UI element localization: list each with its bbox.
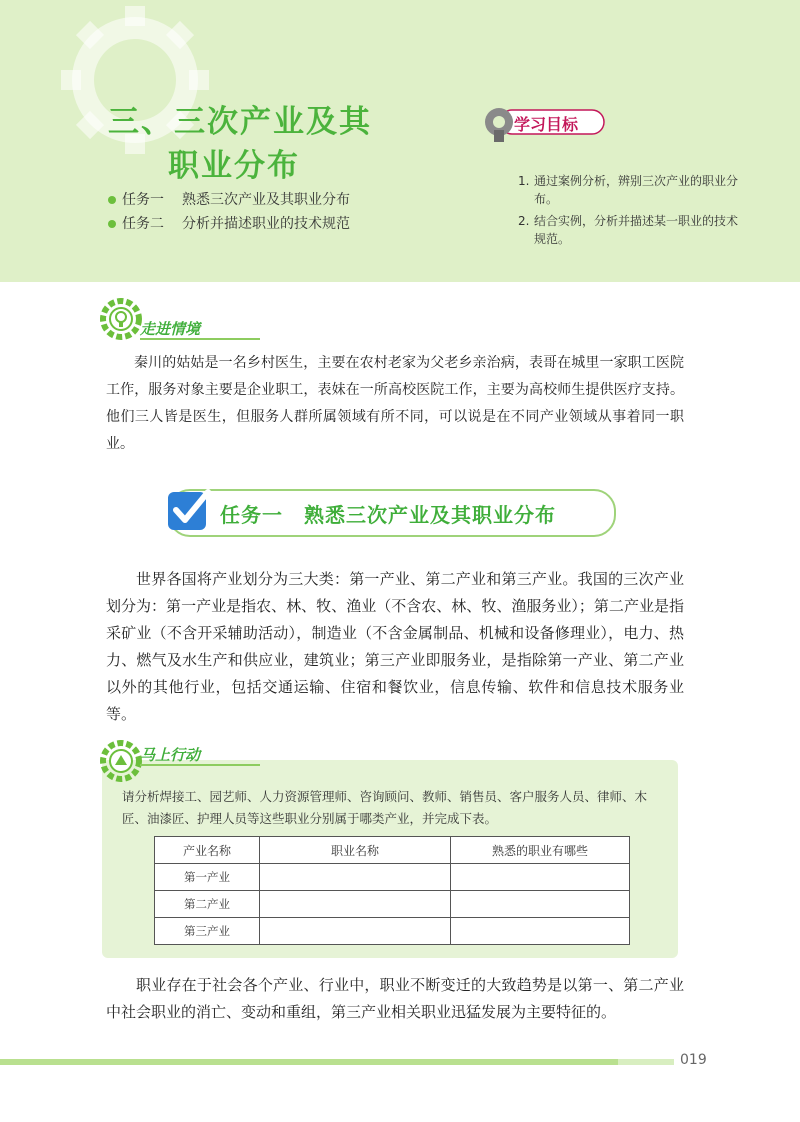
goal-item: [518, 212, 748, 248]
table-header-row: [155, 837, 630, 864]
goal-item: [518, 172, 748, 208]
task-list: [108, 188, 350, 236]
task-num: 任务二: [122, 216, 164, 232]
bullet-icon: [108, 196, 116, 204]
row-header: 第二产业: [155, 891, 260, 918]
footer-bar: [618, 1059, 674, 1065]
answer-cell[interactable]: [260, 864, 451, 891]
title-line-2: 职业分布: [168, 148, 300, 184]
goal-num: 1.: [518, 174, 530, 188]
row-header: 第三产业: [155, 918, 260, 945]
page-number: 019: [680, 1052, 707, 1068]
bullet-icon: [108, 220, 116, 228]
task-text: 分析并描述职业的技术规范: [182, 216, 350, 232]
goal-text: 通过案例分析，辨别三次产业的职业分布。: [534, 174, 739, 206]
learning-goals-list: [518, 172, 748, 252]
task1-banner-text: 任务一 熟悉三次产业及其职业分布: [220, 503, 556, 527]
task-item: [108, 188, 350, 212]
checkmark-icon: [164, 484, 216, 536]
row-header: 第一产业: [155, 864, 260, 891]
table-row: [155, 918, 630, 945]
section-divider: [140, 338, 260, 340]
task-num: 任务一: [122, 192, 164, 208]
intro-label: 走进情境: [140, 320, 201, 338]
task1-banner: [168, 489, 616, 537]
lightbulb-gear-icon: [98, 296, 144, 342]
table-row: [155, 891, 630, 918]
goal-num: 2.: [518, 214, 530, 228]
task1-paragraph: 世界各国将产业划分为三大类：第一产业、第二产业和第三产业。我国的三次产业划分为：第一产业是指农、林、牧、渔业（不含农、林、牧、渔服务业）；第二产业是指采矿业（不含开采辅助活动），制造业（不含金属制品、机械和设备修理业），电力、热力、燃气及水生产和供应业，建筑业；第三产业即服务业，是指除第一产业、第二产业以外的其他行业，包括交通运输、住宿和餐饮业，信息传输、软件和信息技术服务业等。: [106, 570, 684, 723]
gear-person-icon: [485, 108, 513, 142]
industry-table: [154, 836, 630, 945]
col-header: 职业名称: [260, 837, 451, 864]
closing-paragraph: 职业存在于社会各个产业、行业中，职业不断变迁的大致趋势是以第一、第二产业中社会职业的消亡、变动和重组，第三产业相关职业迅猛发展为主要特征的。: [106, 976, 684, 1021]
col-header: 产业名称: [155, 837, 260, 864]
answer-cell[interactable]: [260, 918, 451, 945]
table-row: [155, 864, 630, 891]
answer-cell[interactable]: [451, 918, 630, 945]
intro-paragraph: 秦川的姑姑是一名乡村医生，主要在农村老家为父老乡亲治病，表哥在城里一家职工医院工作，服务对象主要是企业职工，表妹在一所高校医院工作，主要为高校师生提供医疗支持。他们三人皆是医生，但服务人群所属领域有所不同，可以说是在不同产业领域从事着同一职业。: [106, 355, 684, 452]
col-header: 熟悉的职业有哪些: [451, 837, 630, 864]
learning-goals-label: 学习目标: [514, 115, 579, 134]
answer-cell[interactable]: [451, 864, 630, 891]
answer-cell[interactable]: [260, 891, 451, 918]
gear-hand-icon: [98, 738, 144, 784]
action-instructions: 请分析焊接工、园艺师、人力资源管理师、咨询顾问、教师、销售员、客户服务人员、律师、木匠、油漆匠、护理人员等这些职业分别属于哪类产业，并完成下表。: [122, 789, 648, 826]
task-item: [108, 212, 350, 236]
title-line-1: 三、三次产业及其: [108, 104, 372, 140]
answer-cell[interactable]: [451, 891, 630, 918]
section-divider: [140, 764, 260, 766]
page-title: [108, 100, 372, 188]
goal-text: 结合实例，分析并描述某一职业的技术规范。: [534, 214, 739, 246]
task-text: 熟悉三次产业及其职业分布: [182, 192, 350, 208]
action-label: 马上行动: [140, 746, 201, 764]
footer-bar: [0, 1059, 618, 1065]
